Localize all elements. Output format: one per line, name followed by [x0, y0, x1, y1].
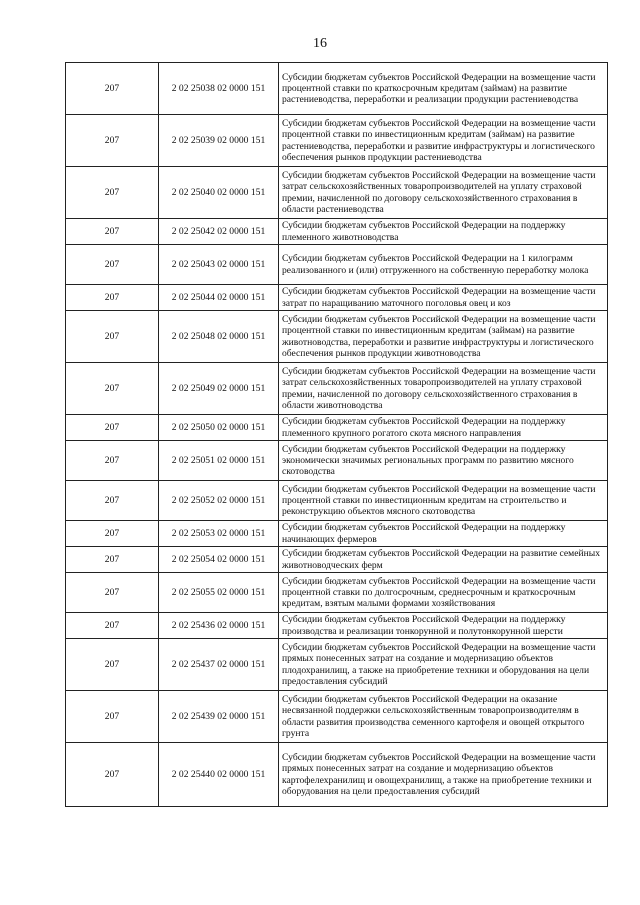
table-row: [66, 441, 608, 481]
table-body: [66, 63, 608, 807]
description-cell: Субсидии бюджетам субъектов Российской Федерации на возмещение части прямых понесенных затрат на создание и модернизацию объектов плодохранилищ, а также на приобретение техники и оборудования на цели предоставления субсидий: [279, 639, 608, 691]
description-cell: Субсидии бюджетам субъектов Российской Федерации на поддержку экономически значимых региональных программ по развитию мясного скотоводства: [279, 441, 608, 481]
admin-code-cell: 207: [66, 481, 159, 521]
description-cell: Субсидии бюджетам субъектов Российской Федерации на возмещение части затрат по наращиванию маточного поголовья овец и коз: [279, 285, 608, 311]
table-row: [66, 743, 608, 807]
table-row: [66, 481, 608, 521]
description-cell: Субсидии бюджетам субъектов Российской Федерации на возмещение части процентной ставки по инвестиционным кредитам (займам) на развитие растениеводства, переработки и развитие инфраструктуры и логистического обеспечения рынков продукции растениеводства: [279, 115, 608, 167]
budget-code-cell: 2 02 25055 02 0000 151: [159, 573, 279, 613]
admin-code-cell: 207: [66, 691, 159, 743]
budget-code-cell: 2 02 25048 02 0000 151: [159, 311, 279, 363]
description-cell: Субсидии бюджетам субъектов Российской Федерации на поддержку начинающих фермеров: [279, 521, 608, 547]
budget-code-cell: 2 02 25440 02 0000 151: [159, 743, 279, 807]
budget-code-cell: 2 02 25054 02 0000 151: [159, 547, 279, 573]
table-row: [66, 521, 608, 547]
budget-code-cell: 2 02 25038 02 0000 151: [159, 63, 279, 115]
admin-code-cell: 207: [66, 613, 159, 639]
description-cell: Субсидии бюджетам субъектов Российской Федерации на возмещение части процентной ставки по краткосрочным кредитам (займам) на развитие растениеводства, переработки и реализации продукции растениеводства: [279, 63, 608, 115]
table-row: [66, 363, 608, 415]
description-cell: Субсидии бюджетам субъектов Российской Федерации на 1 килограмм реализованного и (или) отгруженного на собственную переработку молока: [279, 245, 608, 285]
budget-code-cell: 2 02 25436 02 0000 151: [159, 613, 279, 639]
admin-code-cell: 207: [66, 573, 159, 613]
budget-code-cell: 2 02 25050 02 0000 151: [159, 415, 279, 441]
table-row: [66, 115, 608, 167]
table-row: [66, 573, 608, 613]
description-cell: Субсидии бюджетам субъектов Российской Федерации на развитие семейных животноводческих ферм: [279, 547, 608, 573]
description-cell: Субсидии бюджетам субъектов Российской Федерации на возмещение части затрат сельскохозяйственных товаропроизводителей на уплату страховой премии, начисленной по договору сельскохозяйственного страхования в области животноводства: [279, 363, 608, 415]
description-cell: Субсидии бюджетам субъектов Российской Федерации на возмещение части прямых понесенных затрат на создание и модернизацию объектов картофелехранилищ и овощехранилищ, а также на приобретение техники и оборудования на цели предоставления субсидий: [279, 743, 608, 807]
admin-code-cell: 207: [66, 363, 159, 415]
budget-code-cell: 2 02 25053 02 0000 151: [159, 521, 279, 547]
budget-code-cell: 2 02 25051 02 0000 151: [159, 441, 279, 481]
budget-code-cell: 2 02 25052 02 0000 151: [159, 481, 279, 521]
table-row: [66, 639, 608, 691]
budget-code-cell: 2 02 25044 02 0000 151: [159, 285, 279, 311]
admin-code-cell: 207: [66, 639, 159, 691]
description-cell: Субсидии бюджетам субъектов Российской Федерации на возмещение части процентной ставки по инвестиционным кредитам на строительство и реконструкцию объектов мясного скотоводства: [279, 481, 608, 521]
admin-code-cell: 207: [66, 547, 159, 573]
budget-code-cell: 2 02 25040 02 0000 151: [159, 167, 279, 219]
table-row: [66, 167, 608, 219]
table-row: [66, 547, 608, 573]
budget-classification-table: [65, 62, 608, 807]
table-row: [66, 63, 608, 115]
admin-code-cell: 207: [66, 311, 159, 363]
budget-code-cell: 2 02 25439 02 0000 151: [159, 691, 279, 743]
admin-code-cell: 207: [66, 167, 159, 219]
page-number: 16: [313, 36, 327, 51]
description-cell: Субсидии бюджетам субъектов Российской Федерации на возмещение части процентной ставки по долгосрочным, среднесрочным и краткосрочным кредитам, взятым малыми формами хозяйствования: [279, 573, 608, 613]
table-row: [66, 613, 608, 639]
budget-code-cell: 2 02 25043 02 0000 151: [159, 245, 279, 285]
table-row: [66, 219, 608, 245]
table-row: [66, 691, 608, 743]
admin-code-cell: 207: [66, 219, 159, 245]
admin-code-cell: 207: [66, 415, 159, 441]
budget-code-cell: 2 02 25042 02 0000 151: [159, 219, 279, 245]
table-row: [66, 415, 608, 441]
admin-code-cell: 207: [66, 63, 159, 115]
description-cell: Субсидии бюджетам субъектов Российской Федерации на поддержку племенного крупного рогатого скота мясного направления: [279, 415, 608, 441]
description-cell: Субсидии бюджетам субъектов Российской Федерации на поддержку племенного животноводства: [279, 219, 608, 245]
admin-code-cell: 207: [66, 441, 159, 481]
admin-code-cell: 207: [66, 245, 159, 285]
admin-code-cell: 207: [66, 285, 159, 311]
budget-code-cell: 2 02 25049 02 0000 151: [159, 363, 279, 415]
table-row: [66, 245, 608, 285]
admin-code-cell: 207: [66, 521, 159, 547]
admin-code-cell: 207: [66, 743, 159, 807]
table-row: [66, 285, 608, 311]
admin-code-cell: 207: [66, 115, 159, 167]
budget-code-cell: 2 02 25437 02 0000 151: [159, 639, 279, 691]
description-cell: Субсидии бюджетам субъектов Российской Федерации на оказание несвязанной поддержки сельскохозяйственным товаропроизводителям в области развития производства семенного картофеля и овощей открытого грунта: [279, 691, 608, 743]
description-cell: Субсидии бюджетам субъектов Российской Федерации на возмещение части процентной ставки по инвестиционным кредитам (займам) на развитие животноводства, переработки и развитие инфраструктуры и логистического обеспечения рынков продукции животноводства: [279, 311, 608, 363]
budget-code-cell: 2 02 25039 02 0000 151: [159, 115, 279, 167]
table-row: [66, 311, 608, 363]
description-cell: Субсидии бюджетам субъектов Российской Федерации на поддержку производства и реализации тонкорунной и полутонкорунной шерсти: [279, 613, 608, 639]
description-cell: Субсидии бюджетам субъектов Российской Федерации на возмещение части затрат сельскохозяйственных товаропроизводителей на уплату страховой премии, начисленной по договору сельскохозяйственного страхования в области растениеводства: [279, 167, 608, 219]
